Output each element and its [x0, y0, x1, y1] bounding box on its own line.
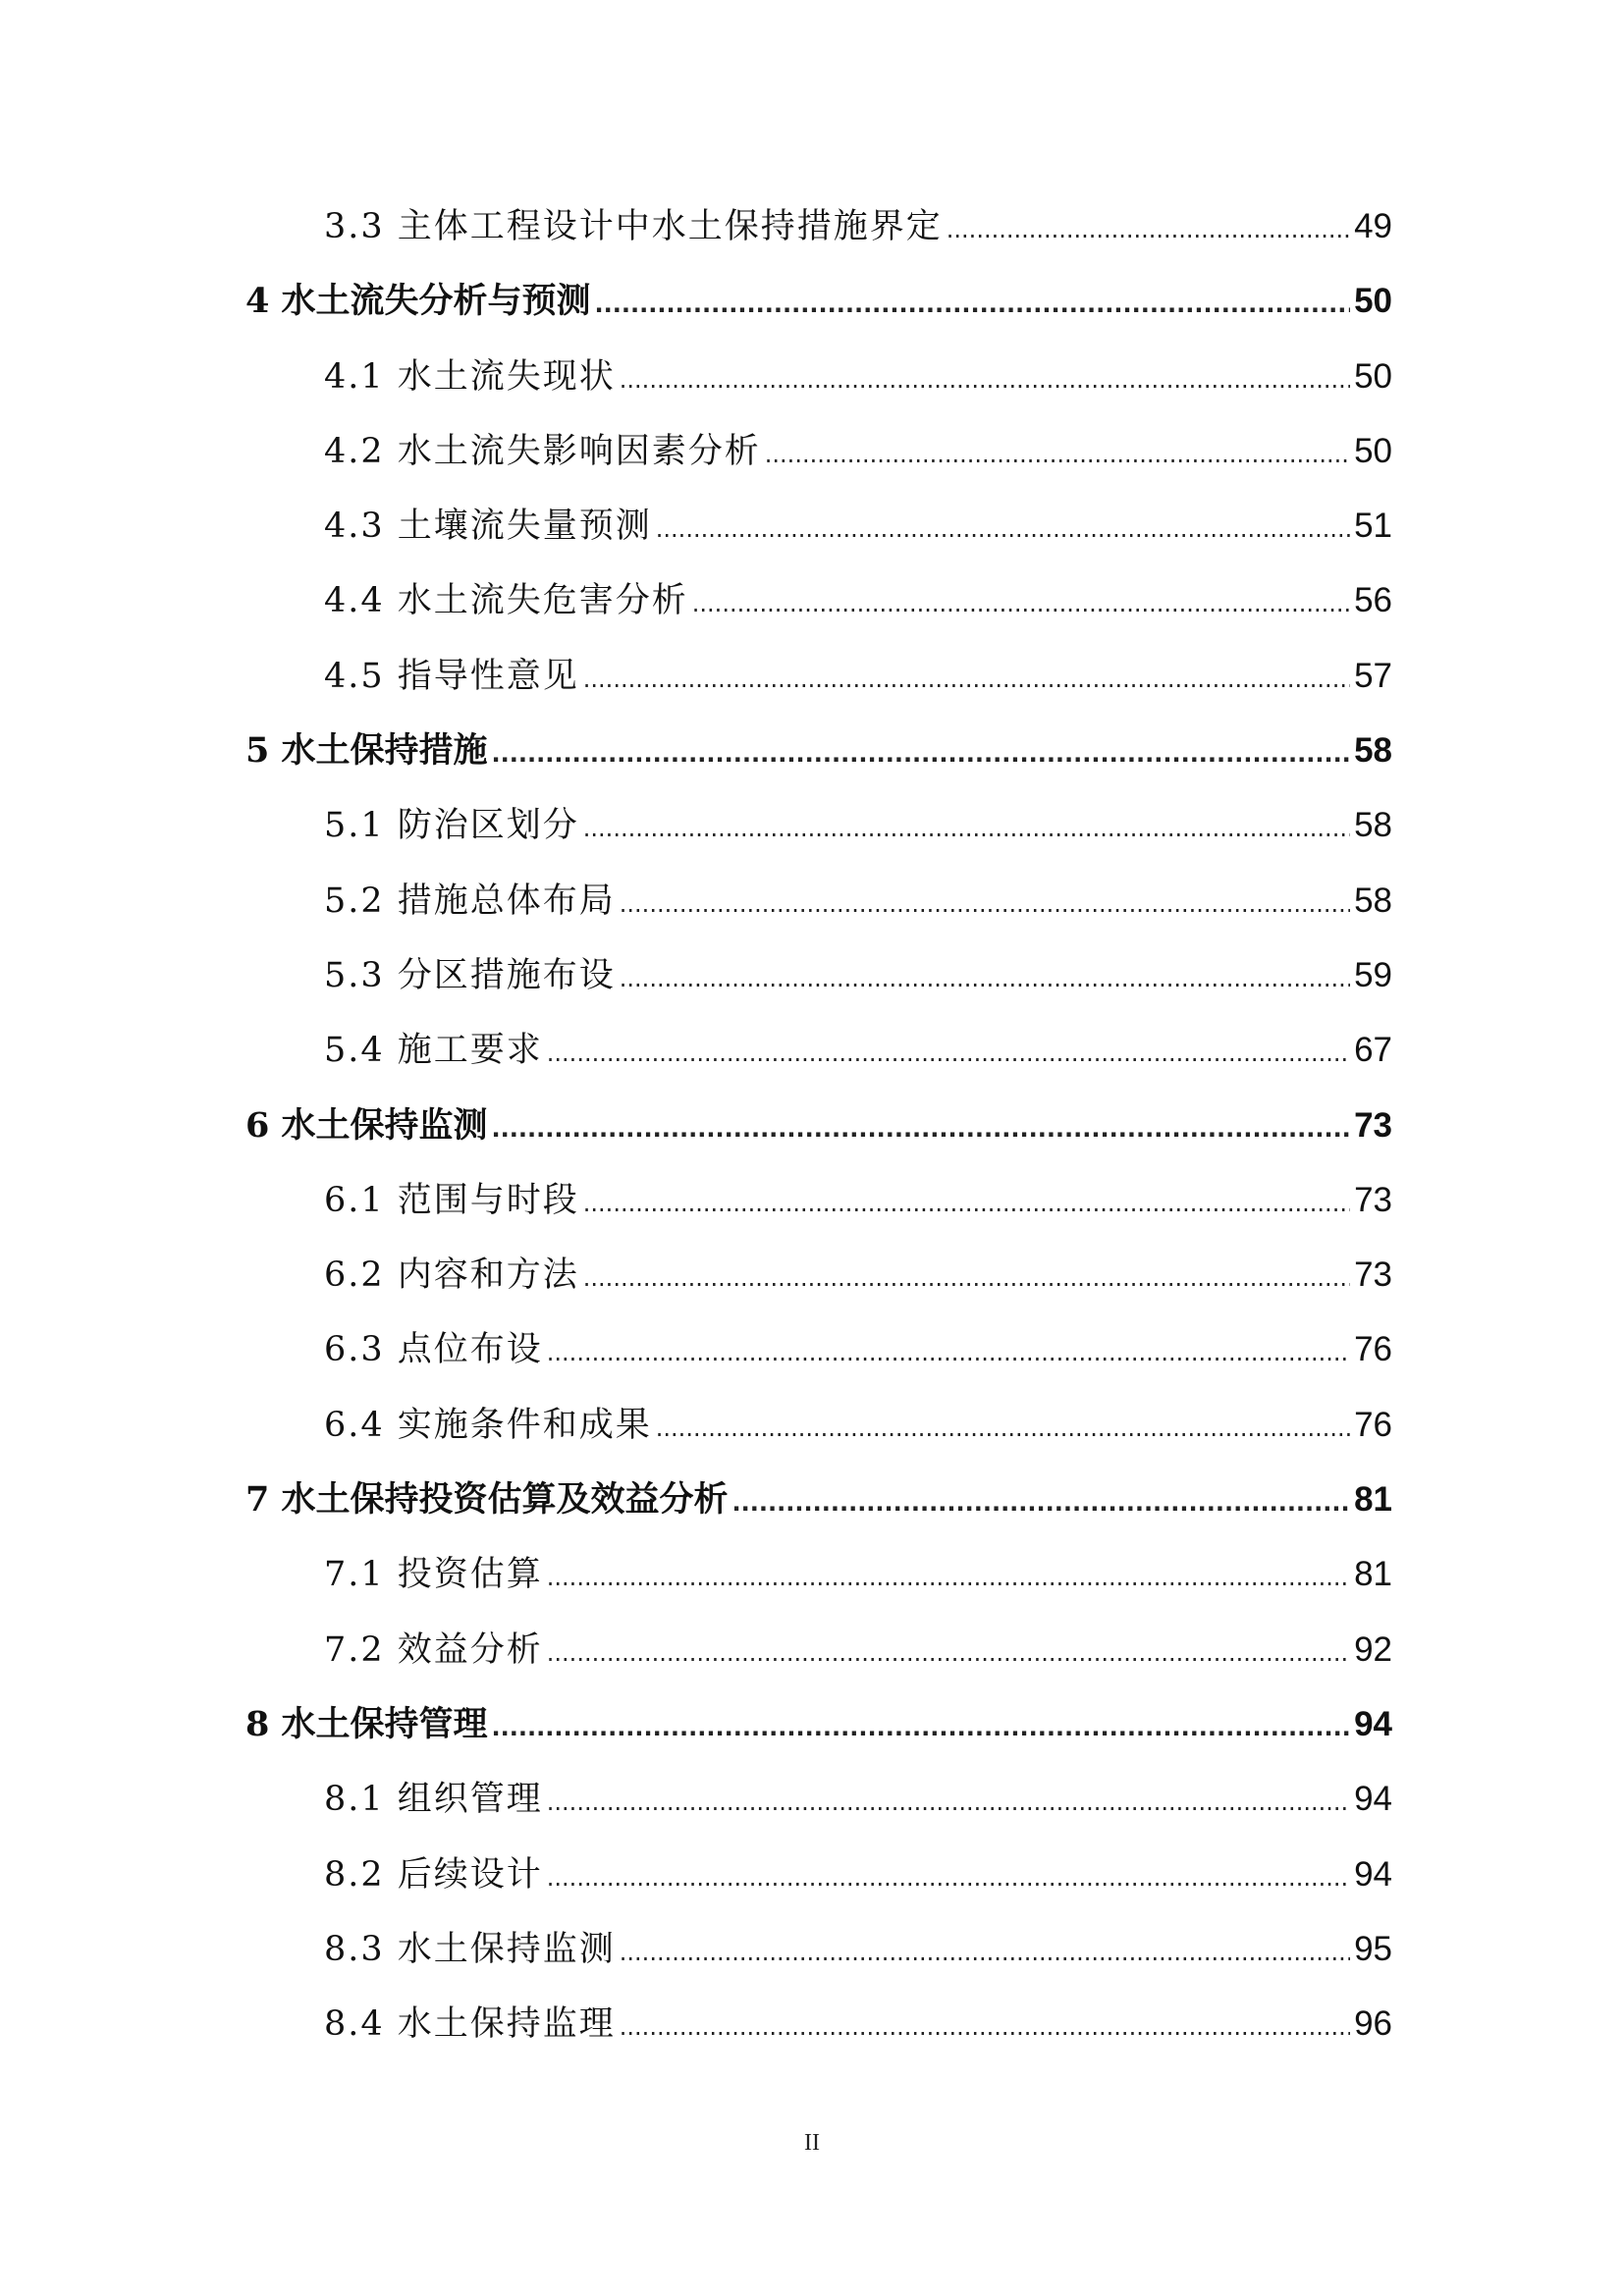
toc-entry-title: 4.5 指导性意见 [324, 656, 579, 696]
toc-entry-page: 81 [1354, 1480, 1392, 1520]
toc-entry-page: 58 [1354, 806, 1392, 845]
toc-dot-leader [620, 1915, 1350, 1990]
toc-entry-4-1[interactable] [245, 340, 1392, 414]
toc-entry-8-1[interactable] [245, 1762, 1392, 1837]
toc-dot-leader [765, 417, 1350, 492]
toc-entry-page: 58 [1354, 881, 1392, 920]
toc-dot-leader [547, 1765, 1350, 1840]
toc-entry-page: 92 [1354, 1629, 1392, 1669]
toc-entry-6-3[interactable] [245, 1312, 1392, 1387]
toc-dot-leader [583, 1166, 1350, 1241]
toc-entry-title: 8.3 水土保持监测 [324, 1929, 616, 1969]
toc-entry-page: 57 [1354, 656, 1392, 695]
toc-entry-page: 58 [1354, 731, 1392, 771]
toc-dot-leader [620, 941, 1350, 1016]
toc-entry-title: 3.3 主体工程设计中水土保持措施界定 [324, 207, 943, 246]
toc-dot-leader [620, 1990, 1350, 2064]
toc-dot-leader [547, 1315, 1350, 1390]
toc-dot-leader [620, 867, 1350, 941]
toc-entry-title: 6.4 实施条件和成果 [324, 1405, 652, 1445]
toc-entry-title: 8.4 水土保持监理 [324, 2004, 616, 2045]
toc-entry-page: 73 [1354, 1255, 1392, 1295]
toc-entry-page: 76 [1354, 1405, 1392, 1444]
toc-chapter-4[interactable] [245, 264, 1392, 339]
toc-entry-title: 4.2 水土流失影响因素分析 [324, 431, 761, 471]
toc-chapter-8[interactable] [245, 1687, 1392, 1762]
toc-entry-8-4[interactable] [245, 1987, 1392, 2061]
toc-entry-title: 8.1 组织管理 [324, 1780, 543, 1820]
page-number: II [804, 2130, 820, 2156]
toc-entry-5-1[interactable] [245, 788, 1392, 863]
toc-dot-leader [547, 1616, 1350, 1690]
toc-entry-title: 8 水土保持管理 [245, 1703, 488, 1744]
toc-entry-page: 94 [1354, 1704, 1392, 1743]
toc-chapter-7[interactable] [245, 1463, 1392, 1537]
toc-entry-5-3[interactable] [245, 938, 1392, 1013]
toc-entry-title: 5 水土保持措施 [245, 730, 488, 772]
toc-entry-4-5[interactable] [245, 639, 1392, 714]
toc-entry-title: 5.2 措施总体布局 [324, 881, 616, 921]
toc-entry-page: 50 [1354, 282, 1392, 321]
toc-entry-title: 7.2 效益分析 [324, 1629, 543, 1670]
toc-entry-title: 7.1 投资估算 [324, 1555, 543, 1595]
toc-entry-page: 73 [1354, 1180, 1392, 1219]
toc-entry-8-2[interactable] [245, 1838, 1392, 1912]
toc-dot-leader [732, 1466, 1351, 1540]
toc-entry-6-2[interactable] [245, 1238, 1392, 1312]
toc-entry-5-2[interactable] [245, 864, 1392, 938]
toc-dot-leader [492, 1092, 1351, 1166]
toc-chapter-5[interactable] [245, 714, 1392, 788]
toc-entry-page: 95 [1354, 1929, 1392, 1968]
toc-entry-7-2[interactable] [245, 1613, 1392, 1687]
toc-entry-page: 96 [1354, 2004, 1392, 2044]
toc-entry-title: 8.2 后续设计 [324, 1854, 543, 1895]
toc-dot-leader [656, 1391, 1350, 1466]
toc-entry-title: 6.2 内容和方法 [324, 1255, 579, 1296]
toc-dot-leader [547, 1016, 1350, 1091]
toc-entry-title: 5.3 分区措施布设 [324, 955, 616, 995]
toc-entry-title: 5.4 施工要求 [324, 1031, 543, 1071]
toc-dot-leader [620, 343, 1350, 417]
toc-entry-7-1[interactable] [245, 1537, 1392, 1612]
toc-entry-page: 49 [1354, 207, 1392, 245]
toc-entry-3-3[interactable] [245, 189, 1392, 264]
toc-entry-page: 67 [1354, 1031, 1392, 1070]
toc-dot-leader [583, 1241, 1350, 1315]
toc-dot-leader [595, 267, 1351, 342]
toc-entry-title: 4.1 水土流失现状 [324, 356, 616, 397]
toc-entry-8-3[interactable] [245, 1912, 1392, 1987]
toc-entry-page: 94 [1354, 1854, 1392, 1894]
toc-entry-title: 6.1 范围与时段 [324, 1180, 579, 1220]
toc-dot-leader [492, 1690, 1351, 1765]
toc-dot-leader [583, 791, 1350, 866]
toc-entry-4-3[interactable] [245, 489, 1392, 563]
toc-dot-leader [656, 492, 1350, 566]
toc-entry-5-4[interactable] [245, 1013, 1392, 1088]
toc-entry-page: 94 [1354, 1780, 1392, 1819]
toc-entry-page: 56 [1354, 581, 1392, 620]
toc-dot-leader [583, 642, 1350, 717]
toc-dot-leader [547, 1540, 1350, 1615]
toc-entry-page: 81 [1354, 1555, 1392, 1594]
toc-entry-4-4[interactable] [245, 563, 1392, 638]
toc-entry-title: 7 水土保持投资估算及效益分析 [245, 1479, 729, 1521]
toc-entry-title: 4 水土流失分析与预测 [245, 281, 591, 322]
toc-entry-title: 6.3 点位布设 [324, 1330, 543, 1370]
table-of-contents [245, 189, 1392, 2061]
toc-entry-6-4[interactable] [245, 1388, 1392, 1463]
toc-entry-page: 76 [1354, 1330, 1392, 1369]
toc-dot-leader [547, 1841, 1350, 1915]
toc-entry-title: 4.3 土壤流失量预测 [324, 507, 652, 547]
toc-entry-page: 73 [1354, 1105, 1392, 1145]
toc-entry-4-2[interactable] [245, 414, 1392, 489]
toc-entry-title: 6 水土保持监测 [245, 1104, 488, 1146]
toc-entry-page: 51 [1354, 507, 1392, 546]
toc-entry-page: 59 [1354, 955, 1392, 994]
toc-entry-title: 4.4 水土流失危害分析 [324, 581, 688, 621]
toc-entry-page: 50 [1354, 356, 1392, 396]
toc-entry-title: 5.1 防治区划分 [324, 806, 579, 846]
toc-chapter-6[interactable] [245, 1089, 1392, 1163]
toc-entry-6-1[interactable] [245, 1163, 1392, 1238]
toc-entry-page: 50 [1354, 431, 1392, 470]
toc-dot-leader [692, 566, 1350, 641]
toc-dot-leader [492, 717, 1351, 791]
toc-dot-leader [947, 192, 1350, 267]
